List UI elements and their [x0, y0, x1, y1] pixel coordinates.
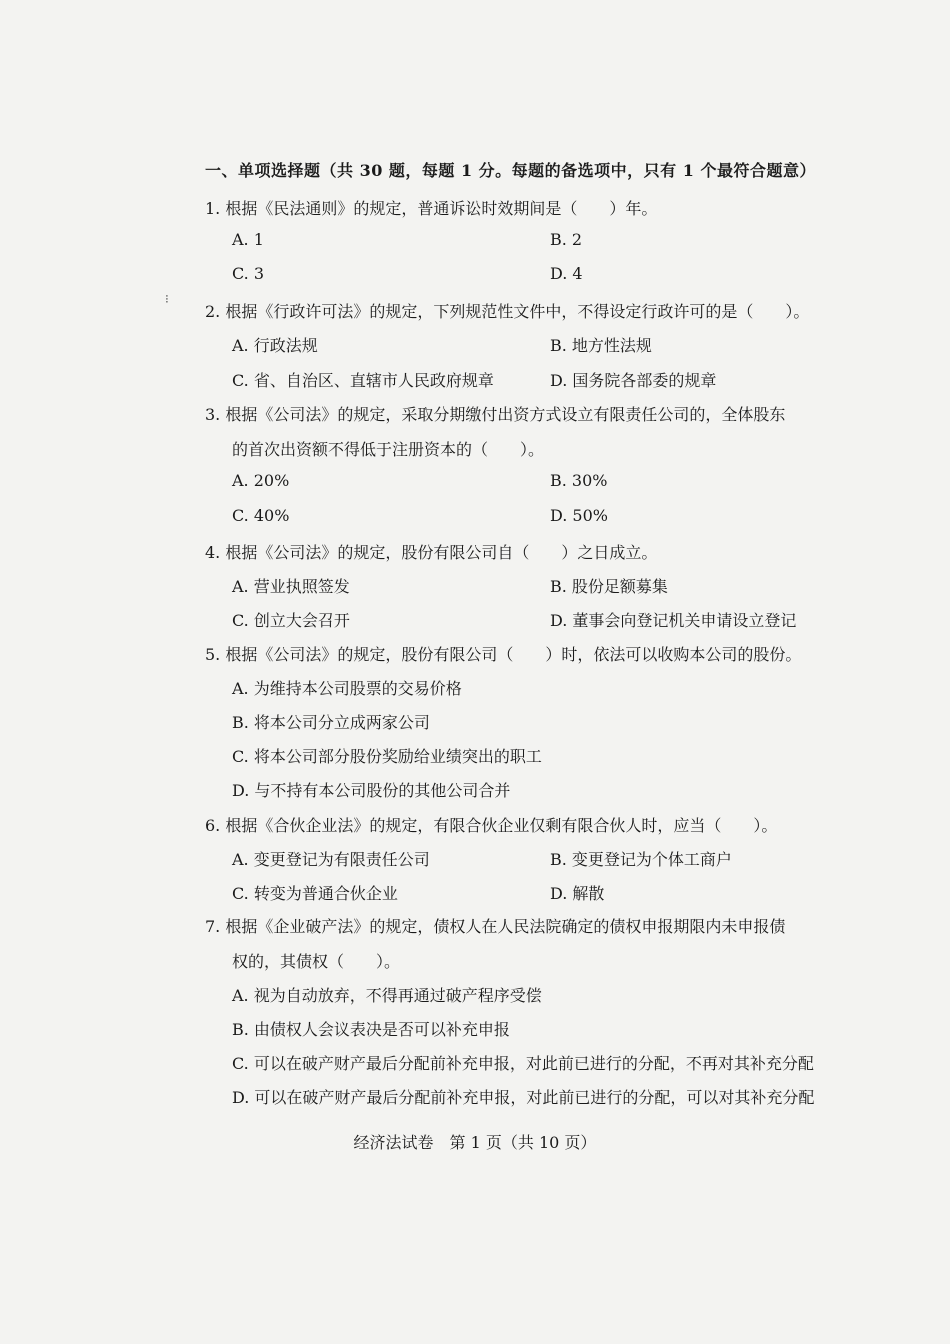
question-5-option-a: A. 为维持本公司股票的交易价格: [232, 679, 462, 698]
question-7-stem-line-2: 权的，其债权（ ）。: [232, 952, 401, 971]
margin-mark: ⁝: [165, 292, 169, 306]
question-3-option-a: A. 20%: [232, 471, 290, 490]
question-1-option-d: D. 4: [550, 264, 583, 283]
question-4-option-a: A. 营业执照签发: [232, 577, 350, 596]
question-2-option-a: A. 行政法规: [232, 336, 318, 355]
question-7-stem-line-1: 7. 根据《企业破产法》的规定，债权人在人民法院确定的债权申报期限内未申报债: [205, 917, 786, 936]
question-6-option-a: A. 变更登记为有限责任公司: [232, 850, 430, 869]
question-6-option-b: B. 变更登记为个体工商户: [550, 850, 732, 869]
question-2-option-b: B. 地方性法规: [550, 336, 652, 355]
question-3-option-d: D. 50%: [550, 506, 608, 525]
question-2-option-c: C. 省、自治区、直辖市人民政府规章: [232, 371, 494, 390]
question-4-option-b: B. 股份足额募集: [550, 577, 668, 596]
question-6-option-d: D. 解散: [550, 884, 605, 903]
question-4-stem: 4. 根据《公司法》的规定，股份有限公司自（ ）之日成立。: [205, 543, 658, 562]
section-title: 一、单项选择题（共 30 题，每题 1 分。每题的备选项中，只有 1 个最符合题意）: [205, 161, 816, 180]
question-7-option-d: D. 可以在破产财产最后分配前补充申报，对此前已进行的分配，可以对其补充分配: [232, 1088, 815, 1107]
question-3-option-c: C. 40%: [232, 506, 290, 525]
question-1-option-b: B. 2: [550, 230, 583, 249]
question-1-option-c: C. 3: [232, 264, 265, 283]
question-7-option-c: C. 可以在破产财产最后分配前补充申报，对此前已进行的分配，不再对其补充分配: [232, 1054, 814, 1073]
question-5-stem: 5. 根据《公司法》的规定，股份有限公司（ ）时，依法可以收购本公司的股份。: [205, 645, 802, 664]
question-5-option-b: B. 将本公司分立成两家公司: [232, 713, 430, 732]
question-5-option-d: D. 与不持有本公司股份的其他公司合并: [232, 781, 511, 800]
question-1-stem: 1. 根据《民法通则》的规定，普通诉讼时效期间是（ ）年。: [205, 199, 658, 218]
question-2-option-d: D. 国务院各部委的规章: [550, 371, 717, 390]
question-6-stem: 6. 根据《合伙企业法》的规定，有限合伙企业仅剩有限合伙人时，应当（ ）。: [205, 816, 778, 835]
question-2-stem: 2. 根据《行政许可法》的规定，下列规范性文件中，不得设定行政许可的是（ ）。: [205, 302, 810, 321]
question-4-option-d: D. 董事会向登记机关申请设立登记: [550, 611, 797, 630]
question-3-stem-line-1: 3. 根据《公司法》的规定，采取分期缴付出资方式设立有限责任公司的，全体股东: [205, 405, 786, 424]
question-6-option-c: C. 转变为普通合伙企业: [232, 884, 398, 903]
page-footer: 经济法试卷 第 1 页（共 10 页）: [353, 1133, 597, 1152]
question-7-option-b: B. 由债权人会议表决是否可以补充申报: [232, 1020, 510, 1039]
question-5-option-c: C. 将本公司部分股份奖励给业绩突出的职工: [232, 747, 542, 766]
question-3-stem-line-2: 的首次出资额不得低于注册资本的（ ）。: [232, 440, 545, 459]
question-7-option-a: A. 视为自动放弃，不得再通过破产程序受偿: [232, 986, 542, 1005]
question-4-option-c: C. 创立大会召开: [232, 611, 350, 630]
question-1-option-a: A. 1: [232, 230, 264, 249]
question-3-option-b: B. 30%: [550, 471, 608, 490]
